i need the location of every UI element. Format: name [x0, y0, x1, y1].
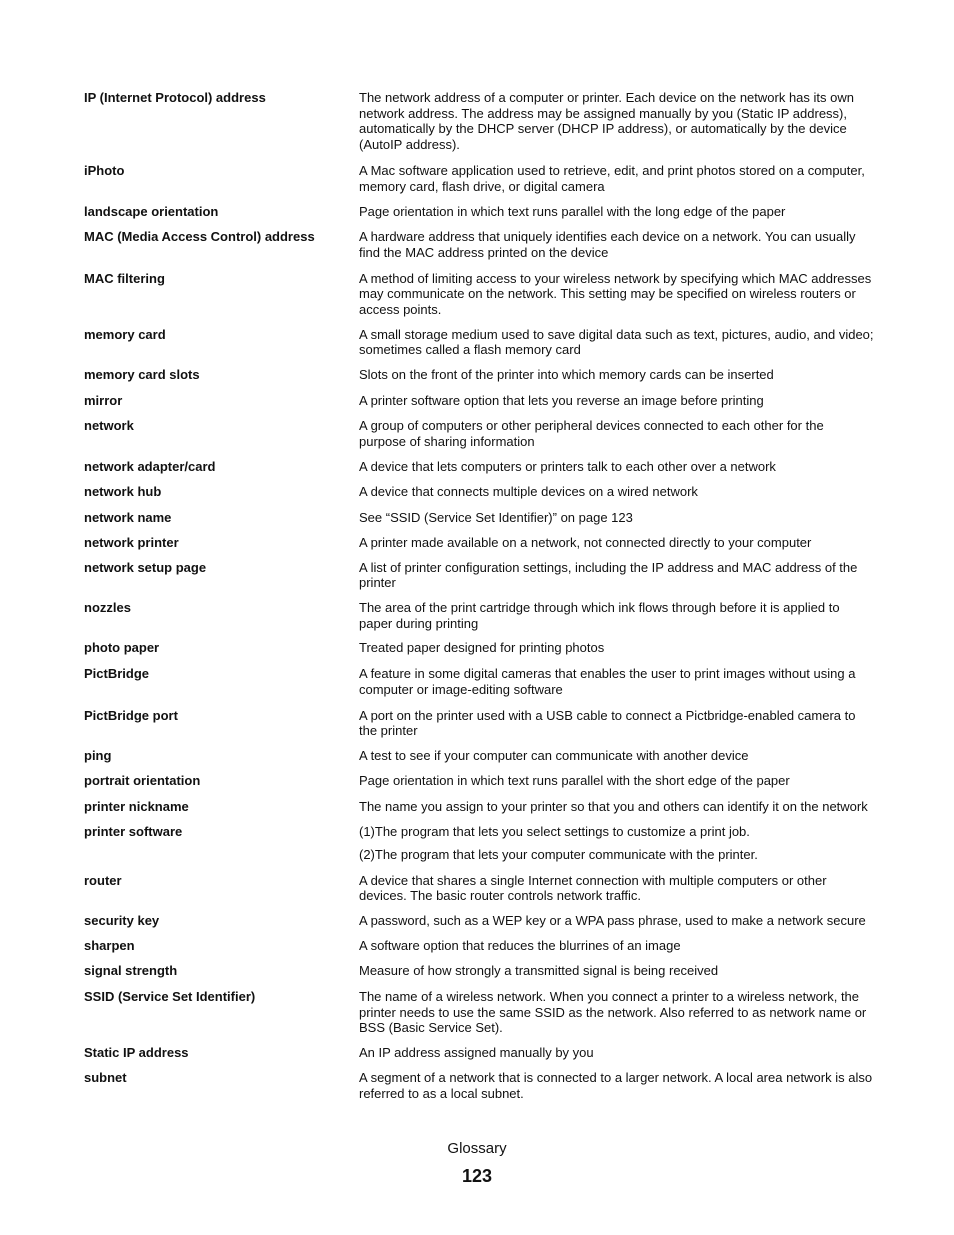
- glossary-term: network setup page: [84, 559, 207, 575]
- glossary-definition: [359, 963, 874, 979]
- glossary-definition: [359, 271, 874, 318]
- definition-paragraph: A password, such as a WEP key or a WPA pass phrase, used to make a network secure: [359, 912, 866, 928]
- glossary-term: PictBridge: [84, 666, 150, 682]
- definition-paragraph: A printer made available on a network, not connected directly to your computer: [359, 534, 812, 550]
- glossary-definition: [359, 204, 874, 220]
- glossary-entry: [84, 989, 874, 1036]
- glossary-term: IP (Internet Protocol) address: [84, 90, 266, 105]
- glossary-entry: [84, 459, 874, 475]
- glossary-term: network hub: [84, 483, 162, 499]
- glossary-definition: [359, 535, 874, 551]
- glossary-term: PictBridge port: [84, 707, 178, 723]
- glossary-definition: [359, 773, 874, 789]
- glossary-definition: [359, 1070, 874, 1101]
- glossary-entry: [84, 799, 874, 815]
- glossary-term: portrait orientation: [84, 773, 201, 789]
- glossary-entry: [84, 229, 874, 260]
- glossary-term: SSID (Service Set Identifier): [84, 988, 256, 1004]
- glossary-definition: [359, 510, 874, 526]
- definition-paragraph: The area of the print cartridge through which ink flows through before it is applied to paper during printing: [359, 599, 840, 631]
- glossary-definition: [359, 163, 874, 194]
- glossary-definition: [359, 989, 874, 1036]
- glossary-entry: [84, 748, 874, 764]
- glossary-entry: [84, 271, 874, 318]
- glossary-term: MAC (Media Access Control) address: [84, 229, 315, 245]
- glossary-list: [84, 90, 874, 1102]
- definition-paragraph: A method of limiting access to your wireless network by specifying which MAC addresses may communicate on the network. This setting may be specified on wireless routers or access points.: [359, 270, 872, 318]
- definition-paragraph: A device that shares a single Internet connection with multiple computers or other devices. The basic router controls network traffic.: [359, 872, 827, 904]
- glossary-entry: [84, 666, 874, 697]
- glossary-definition: [359, 913, 874, 929]
- glossary-entry: [84, 204, 874, 220]
- definition-paragraph: Page orientation in which text runs parallel with the short edge of the paper: [359, 773, 790, 789]
- glossary-definition: [359, 418, 874, 449]
- glossary-term: sharpen: [84, 937, 135, 953]
- glossary-term: photo paper: [84, 640, 160, 656]
- glossary-definition: [359, 229, 874, 260]
- glossary-term: memory card: [84, 326, 166, 342]
- page-number: 123: [461, 1166, 493, 1186]
- definition-paragraph: A port on the printer used with a USB cable to connect a Pictbridge-enabled camera to the printer: [359, 707, 856, 739]
- glossary-entry: [84, 163, 874, 194]
- definition-paragraph: An IP address assigned manually by you: [359, 1045, 594, 1061]
- definition-paragraph: A segment of a network that is connected to a larger network. A local area network is also referred to as a local subnet.: [359, 1070, 873, 1101]
- glossary-definition: [359, 666, 874, 697]
- glossary-definition: [359, 1045, 874, 1061]
- glossary-term: MAC filtering: [84, 270, 165, 286]
- definition-paragraph: A group of computers or other peripheral devices connected to each other for the purpose of sharing information: [359, 418, 824, 449]
- glossary-term: nozzles: [84, 599, 131, 615]
- definition-paragraph: A device that lets computers or printers talk to each other over a network: [359, 458, 776, 474]
- glossary-term: router: [84, 872, 122, 888]
- glossary-entry: [84, 90, 874, 153]
- definition-paragraph: A test to see if your computer can communicate with another device: [359, 748, 749, 764]
- glossary-definition: [359, 484, 874, 500]
- definition-paragraph: A hardware address that uniquely identifies each device on a network. You can usually find the MAC address printed on the device: [359, 229, 856, 260]
- glossary-term: network adapter/card: [84, 458, 216, 474]
- definition-paragraph: (1)The program that lets you select settings to customize a print job.: [359, 824, 750, 840]
- glossary-definition: [359, 393, 874, 409]
- glossary-definition: [359, 640, 874, 656]
- definition-paragraph: See “SSID (Service Set Identifier)” on page 123: [359, 509, 633, 525]
- definition-paragraph: A list of printer configuration settings, including the IP address and MAC address of the printer: [359, 559, 858, 591]
- glossary-term: printer nickname: [84, 799, 189, 815]
- glossary-definition: [359, 708, 874, 739]
- definition-paragraph: A device that connects multiple devices on a wired network: [359, 483, 698, 499]
- glossary-term: landscape orientation: [84, 204, 219, 220]
- glossary-entry: [84, 1045, 874, 1061]
- definition-paragraph: A feature in some digital cameras that enables the user to print images without using a computer or image-editing software: [359, 666, 856, 698]
- glossary-entry: [84, 560, 874, 591]
- glossary-definition: [359, 327, 874, 358]
- glossary-definition: [359, 600, 874, 631]
- glossary-entry: [84, 484, 874, 500]
- glossary-term: security key: [84, 912, 160, 928]
- definition-paragraph: A software option that reduces the blurrines of an image: [359, 937, 681, 953]
- glossary-entry: [84, 327, 874, 358]
- glossary-entry: [84, 1070, 874, 1101]
- glossary-entry: [84, 600, 874, 631]
- definition-paragraph: The name of a wireless network. When you connect a printer to a wireless network, the printer needs to use the same SSID as the network. Also referred to as network name or BSS (Basic Service Set).: [359, 988, 867, 1036]
- definition-paragraph: The network address of a computer or printer. Each device on the network has its own network address. The address may be assigned manually by you (Static IP address), automatically by the DHCP server (DHCP IP address), or automatically by the device (AutoIP address).: [359, 90, 854, 153]
- glossary-term: ping: [84, 748, 112, 764]
- glossary-entry: [84, 938, 874, 954]
- glossary-entry: [84, 418, 874, 449]
- glossary-definition: [359, 367, 874, 383]
- glossary-entry: [84, 708, 874, 739]
- glossary-term: memory card slots: [84, 367, 200, 383]
- glossary-entry: [84, 873, 874, 904]
- glossary-term: mirror: [84, 393, 123, 409]
- glossary-entry: [84, 367, 874, 383]
- glossary-definition: [359, 560, 874, 591]
- definition-paragraph: Measure of how strongly a transmitted signal is being received: [359, 962, 719, 978]
- glossary-term: network: [84, 418, 134, 434]
- glossary-entry: [84, 963, 874, 979]
- glossary-term: signal strength: [84, 962, 178, 978]
- glossary-term: network name: [84, 509, 172, 525]
- glossary-definition: [359, 824, 874, 862]
- definition-paragraph: A Mac software application used to retrieve, edit, and print photos stored on a computer, memory card, flash drive, or digital camera: [359, 162, 865, 194]
- definition-paragraph: A small storage medium used to save digital data such as text, pictures, audio, and video; sometimes called a flash memory card: [359, 326, 874, 358]
- definition-paragraph: (2)The program that lets your computer communicate with the printer.: [359, 846, 758, 862]
- glossary-entry: [84, 913, 874, 929]
- definition-paragraph: A printer software option that lets you reverse an image before printing: [359, 393, 764, 409]
- glossary-term: network printer: [84, 534, 179, 550]
- glossary-entry: [84, 535, 874, 551]
- glossary-entry: [84, 824, 874, 862]
- glossary-definition: [359, 873, 874, 904]
- glossary-term: subnet: [84, 1070, 127, 1086]
- glossary-entry: [84, 510, 874, 526]
- definition-paragraph: Page orientation in which text runs parallel with the long edge of the paper: [359, 204, 786, 220]
- glossary-definition: [359, 459, 874, 475]
- glossary-term: Static IP address: [84, 1045, 189, 1061]
- glossary-entry: [84, 393, 874, 409]
- glossary-entry: [84, 640, 874, 656]
- definition-paragraph: Treated paper designed for printing photos: [359, 640, 605, 656]
- definition-paragraph: Slots on the front of the printer into which memory cards can be inserted: [359, 367, 774, 383]
- glossary-term: printer software: [84, 824, 183, 840]
- glossary-definition: [359, 799, 874, 815]
- glossary-definition: [359, 938, 874, 954]
- glossary-definition: [359, 748, 874, 764]
- glossary-definition: [359, 90, 874, 153]
- glossary-entry: [84, 773, 874, 789]
- glossary-term: iPhoto: [84, 162, 125, 178]
- footer-section-label: Glossary: [447, 1140, 507, 1157]
- definition-paragraph: The name you assign to your printer so that you and others can identify it on the network: [359, 799, 868, 815]
